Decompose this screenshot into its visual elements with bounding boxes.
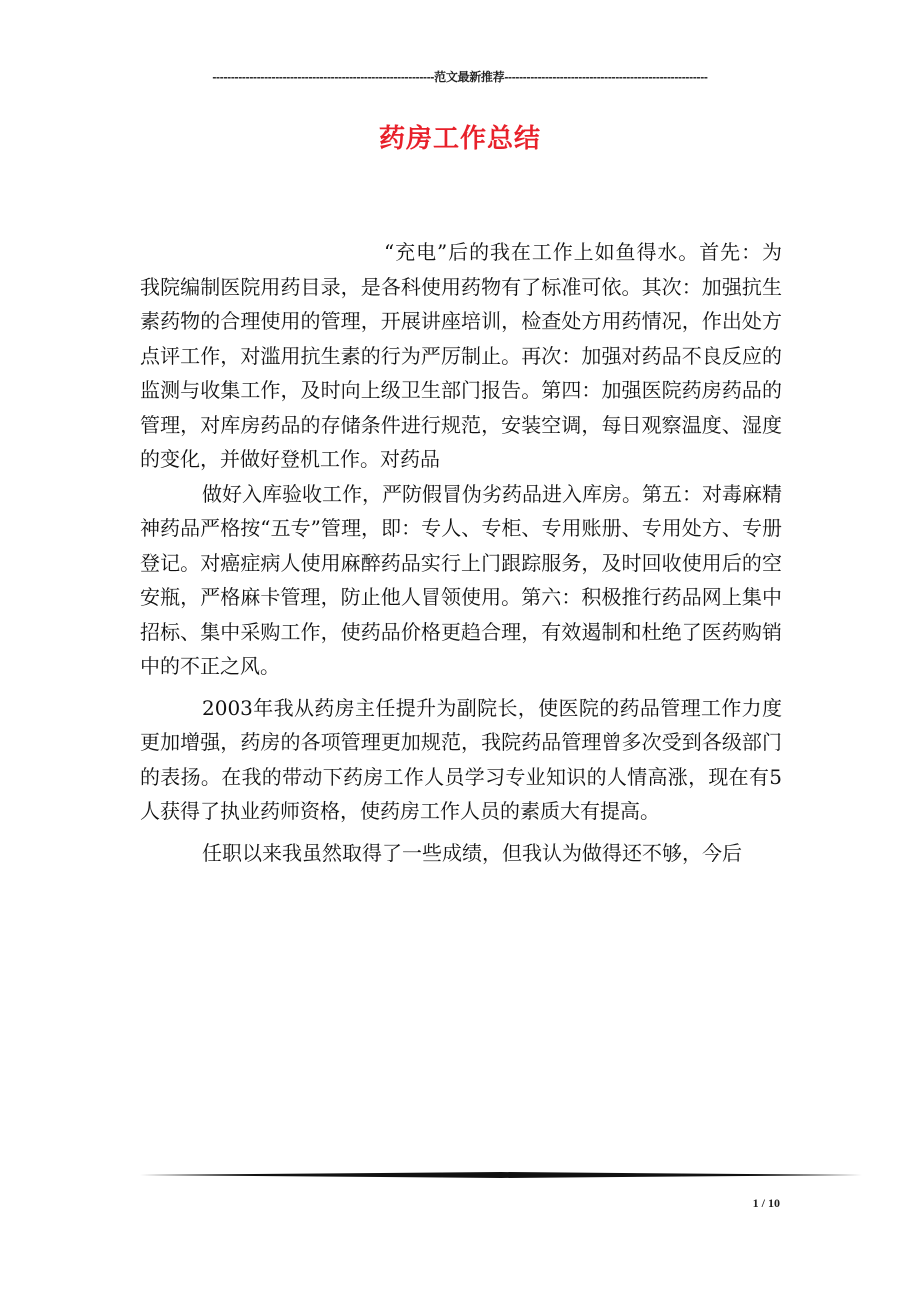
document-title: 药房工作总结 [378, 124, 541, 154]
footer-divider [140, 1172, 862, 1178]
page-number: 1 / 10 [752, 1196, 780, 1210]
paragraph-4: 任职以来我虽然取得了一些成绩，但我认为做得还不够，今后 [202, 840, 742, 865]
page-header-banner: ------------------------------------------------------------范文最新推荐------------------------------------------------------- [212, 70, 708, 84]
document-body [140, 235, 782, 870]
paragraph-3: 2003年我从药房主任提升为副院长，使医院的药品管理工作力度更加增强，药房的各项管理更加规范，我院药品管理曾多次受到各级部门的表扬。在我的带动下药房工作人员学习专业知识的人情高涨，现在有5人获得了执业药师资格，使药房工作人员的素质大有提高。 [140, 695, 782, 823]
paragraph-2: 做好入库验收工作，严防假冒伪劣药品进入库房。第五：对毒麻精神药品严格按“五专”管理，即：专人、专柜、专用账册、专用处方、专册登记。对癌症病人使用麻醉药品实行上门跟踪服务，及时回收使用后的空安瓶，严格麻卡管理，防止他人冒领使用。第六：积极推行药品网上集中招标、集中采购工作，使药品价格更趋合理，有效遏制和杜绝了医药购销中的不正之风。 [140, 481, 782, 678]
paragraph-1: “充电”后的我在工作上如鱼得水。首先：为我院编制医院用药目录，是各科使用药物有了标准可依。其次：加强抗生素药物的合理使用的管理，开展讲座培训，检查处方用药情况，作出处方点评工作，对滥用抗生素的行为严厉制止。再次：加强对药品不良反应的监测与收集工作，及时向上级卫生部门报告。第四：加强医院药房药品的管理，对库房药品的存储条件进行规范，安装空调，每日观察温度、湿度的变化，并做好登机工作。对药品 [140, 240, 782, 471]
